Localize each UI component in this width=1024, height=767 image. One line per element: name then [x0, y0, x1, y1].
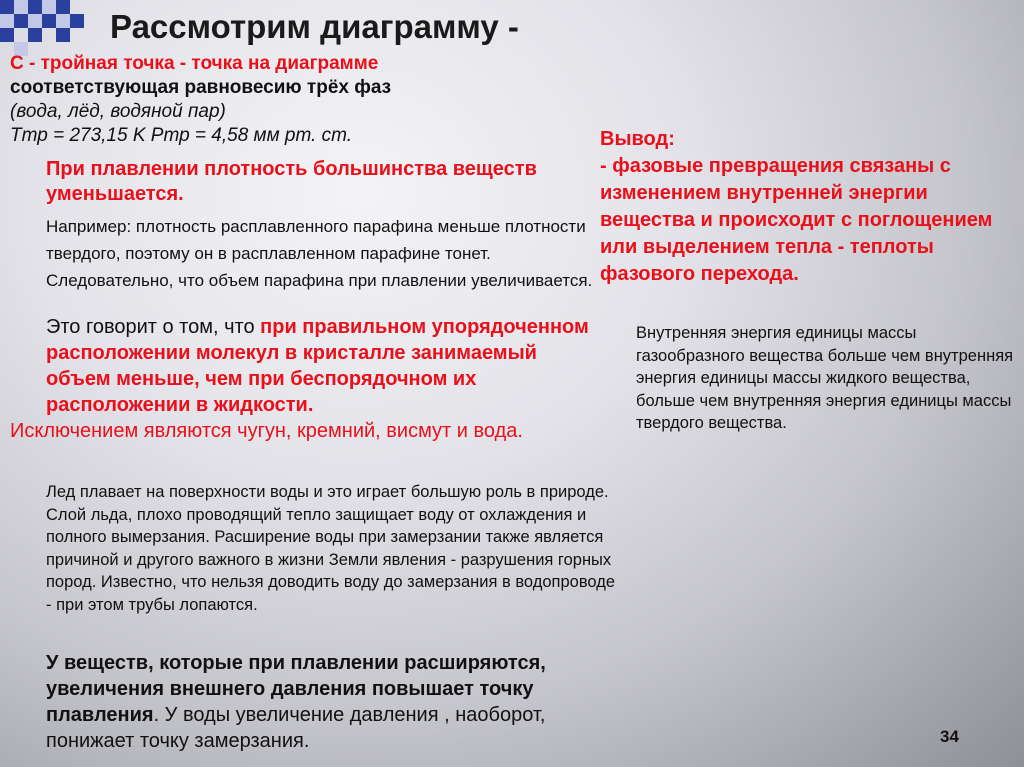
decor-square [14, 14, 28, 28]
paragraph-intro: Это говорит о том, что [46, 316, 261, 338]
arrangement-statement: при правильном упорядоченном расположении молекул в кристалле занимаемый объем меньше, чем при беспорядочном их расположении в жидкости. [46, 316, 589, 416]
pressure-water-text: . У воды увеличение давления , наоборот, понижает точку замерзания. [46, 704, 546, 752]
pressure-paragraph [10, 650, 606, 754]
triple-point-definition [10, 52, 570, 148]
internal-energy-paragraph: Внутренняя энергия единицы массы газообразного вещества больше чем внутренняя энергия единицы массы жидкого вещества, больше чем внутренняя энергия единицы массы твердого вещества. [636, 324, 1014, 432]
density-statement: При плавлении плотность большинства веществ уменьшается. [46, 158, 537, 205]
decor-square [42, 14, 56, 28]
exceptions-text: Исключением являются чугун, кремний, висмут и вода. [10, 420, 523, 442]
decor-square [42, 0, 56, 14]
conclusion-block [600, 126, 1000, 288]
decor-square [28, 0, 42, 14]
pressure-statement: У веществ, которые при плавлении расширяются, увеличения внешнего давления повышает точку плавления [46, 652, 546, 726]
decor-square [56, 14, 70, 28]
conclusion-text: - фазовые превращения связаны с изменением внутренней энергии вещества и происходит с поглощением или выделением тепла - теплоты фазового перехода. [600, 155, 993, 285]
decor-square [0, 28, 14, 42]
molecular-arrangement-paragraph [10, 314, 606, 444]
triple-point-line: соответствующая равновесию трёх фаз [10, 77, 392, 98]
decor-square [14, 0, 28, 14]
decor-square [0, 14, 14, 28]
conclusion-heading: Вывод: [600, 128, 675, 150]
decor-square [70, 14, 84, 28]
decor-square [56, 0, 70, 14]
page-number: 34 [940, 727, 959, 746]
decor-square [28, 14, 42, 28]
decor-square [56, 28, 70, 42]
paraffin-example: Например: плотность расплавленного парафина меньше плотности твердого, поэтому он в расплавленном парафине тонет. Следовательно, что объем парафина при плавлении увеличивается. [46, 217, 593, 290]
triple-point-line: С - тройная точка - точка на диаграмме [10, 53, 379, 74]
slide-title: Рассмотрим диаграмму - [110, 8, 519, 45]
decor-square [0, 0, 14, 14]
triple-point-params: Tтр = 273,15 K Pтр = 4,58 мм рт. ст. [10, 125, 353, 146]
decor-square [28, 28, 42, 42]
ice-paragraph: Лед плавает на поверхности воды и это играет большую роль в природе. Слой льда, плохо проводящий тепло защищает воду от охлаждения и полного вымерзания. Расширение воды при замерзании также является причиной и другого важного в жизни Земли явления - разрушения горных пород. Известно, что нельзя доводить воду до замерзания в водопроводе - при этом трубы лопаются. [46, 483, 616, 614]
triple-point-phases: (вода, лёд, водяной пар) [10, 101, 226, 122]
